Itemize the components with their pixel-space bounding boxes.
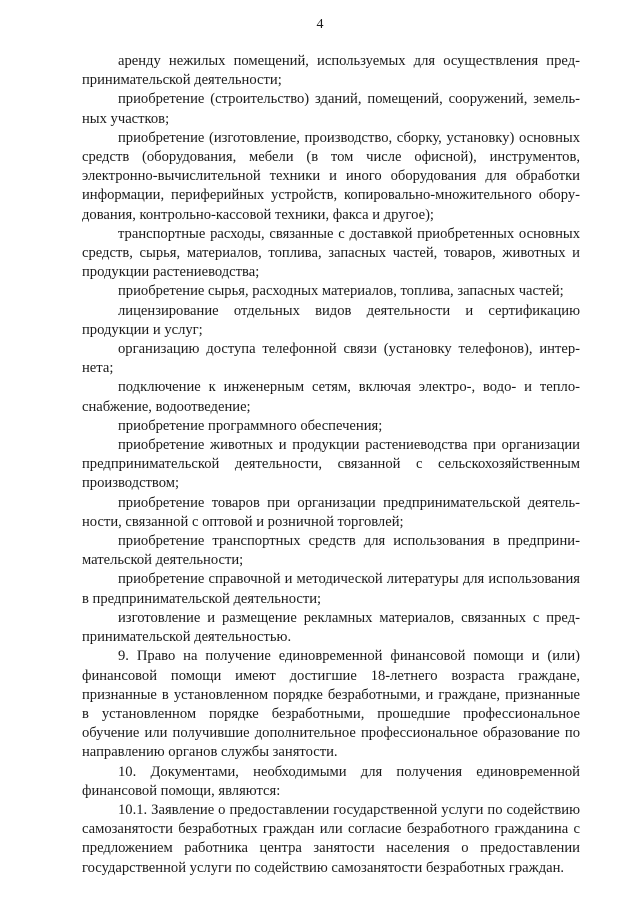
paragraph: приобретение (изготовление, производство, сборку, установку) основных средств (оборудования, мебели (в том числе офисной), инструментов, электронно-вычислительной техники и иного оборудования для обработки информации, периферийных устройств, копировально-множительного оборудования, контрольно-кассовой техники, факса и другое); (82, 129, 580, 223)
paragraph: приобретение товаров при организации предпринимательской деятельности, связанной с оптовой и розничной торговлей; (82, 494, 580, 530)
page-number: 4 (316, 17, 324, 32)
section-10-paragraph: 10. Документами, необходимыми для получения единовременной финансовой помощи, являются: (82, 763, 580, 799)
paragraph: организацию доступа телефонной связи (установку телефонов), интернета; (82, 341, 580, 377)
section-9-paragraph: 9. Право на получение единовременной финансовой помощи и (или) финансовой помощи имеют достигшие 18-летнего возраста граждане, признанные в установленном порядке безработными, и граждане, признанные в установленном порядке безработными, прошедшие профессиональное обучение или получившие дополнительное профессиональное образование по направлению органов службы занятости. (82, 648, 580, 761)
paragraph: подключение к инженерным сетям, включая электро-, водо- и теплоснабжение, водоотведение; (82, 379, 580, 415)
paragraph: аренду нежилых помещений, используемых для осуществления предпринимательской деятельности; (82, 53, 580, 89)
paragraph: изготовление и размещение рекламных материалов, связанных с предпринимательской деятельностью. (82, 609, 580, 646)
paragraph: транспортные расходы, связанные с доставкой приобретенных основных средств, сырья, материалов, топлива, запасных частей, товаров, животных и продукции растениеводства; (82, 225, 580, 281)
paragraph: приобретение (строительство) зданий, помещений, сооружений, земельных участков; (82, 91, 580, 127)
paragraph: приобретение справочной и методической литературы для использования в предпринимательской деятельности; (82, 571, 580, 607)
paragraph: приобретение транспортных средств для использования в предпринимательской деятельности; (82, 533, 580, 569)
paragraph: приобретение сырья, расходных материалов, топлива, запасных частей; (118, 283, 564, 300)
document-body (82, 52, 580, 878)
paragraph: приобретение программного обеспечения; (118, 417, 383, 434)
paragraph: приобретение животных и продукции растениеводства при организации предпринимательской деятельности, связанной с сельскохозяйственным производством; (82, 437, 580, 492)
section-10-1-paragraph: 10.1. Заявление о предоставлении государственной услуги по содействию самозанятости безработных граждан или согласие безработного гражданина с предложением работника центра занятости населения о предоставлении государственной услуги по содействию самозанятости безработных граждан. (82, 801, 580, 876)
paragraph: лицензирование отдельных видов деятельности и сертификацию продукции и услуг; (82, 302, 580, 338)
